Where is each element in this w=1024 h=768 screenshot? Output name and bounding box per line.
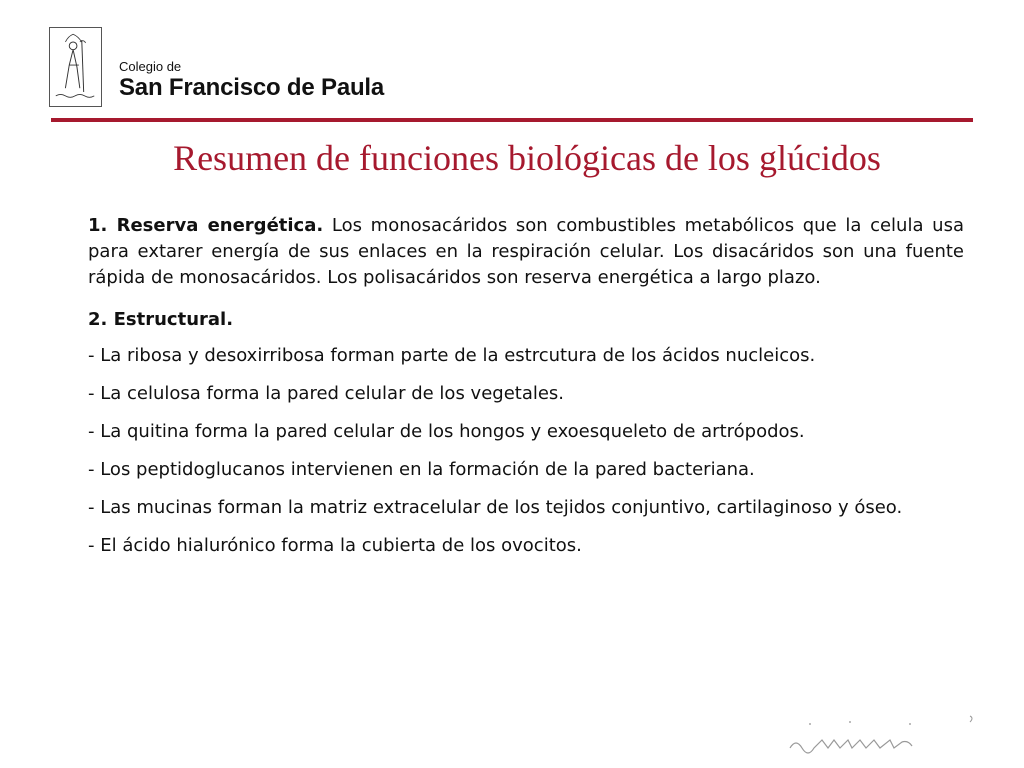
slide-title: Resumen de funciones biológicas de los glúcidos <box>173 138 881 178</box>
school-name-line1: Colegio de <box>119 59 182 74</box>
header-divider <box>51 118 973 122</box>
saint-figure-icon <box>50 28 101 106</box>
section-reserva <box>88 213 964 291</box>
list-item: - La quitina forma la pared celular de los hongos y exoesqueleto de artrópodos. <box>88 421 805 442</box>
list-item: - La ribosa y desoxirribosa forman parte de la estrcutura de los ácidos nucleicos. <box>88 345 816 366</box>
section-heading: 1. Reserva energética. <box>88 215 324 236</box>
list-item: - La celulosa forma la pared celular de los vegetales. <box>88 383 565 404</box>
school-name-line2: San Francisco de Paula <box>119 74 385 101</box>
list-item: - Las mucinas forman la matriz extracelular de los tejidos conjuntivo, cartilaginoso y óseo. <box>88 497 903 518</box>
decorative-scribble-icon <box>780 712 980 762</box>
school-logo <box>49 27 102 107</box>
section-heading: 2. Estructural. <box>88 309 234 330</box>
list-item: - Los peptidoglucanos intervienen en la formación de la pared bacteriana. <box>88 459 755 480</box>
list-item: - El ácido hialurónico forma la cubierta de los ovocitos. <box>88 535 582 556</box>
school-name <box>119 59 384 102</box>
slide-content <box>88 213 964 559</box>
section-body: Los monosacáridos son combustibles metabólicos que la celula usa para extarer energía de sus enlaces en la respiración celular. Los disacáridos son una fuente rápida de monosacáridos. Los polisacáridos son reserva energética a largo plazo. <box>88 215 964 288</box>
